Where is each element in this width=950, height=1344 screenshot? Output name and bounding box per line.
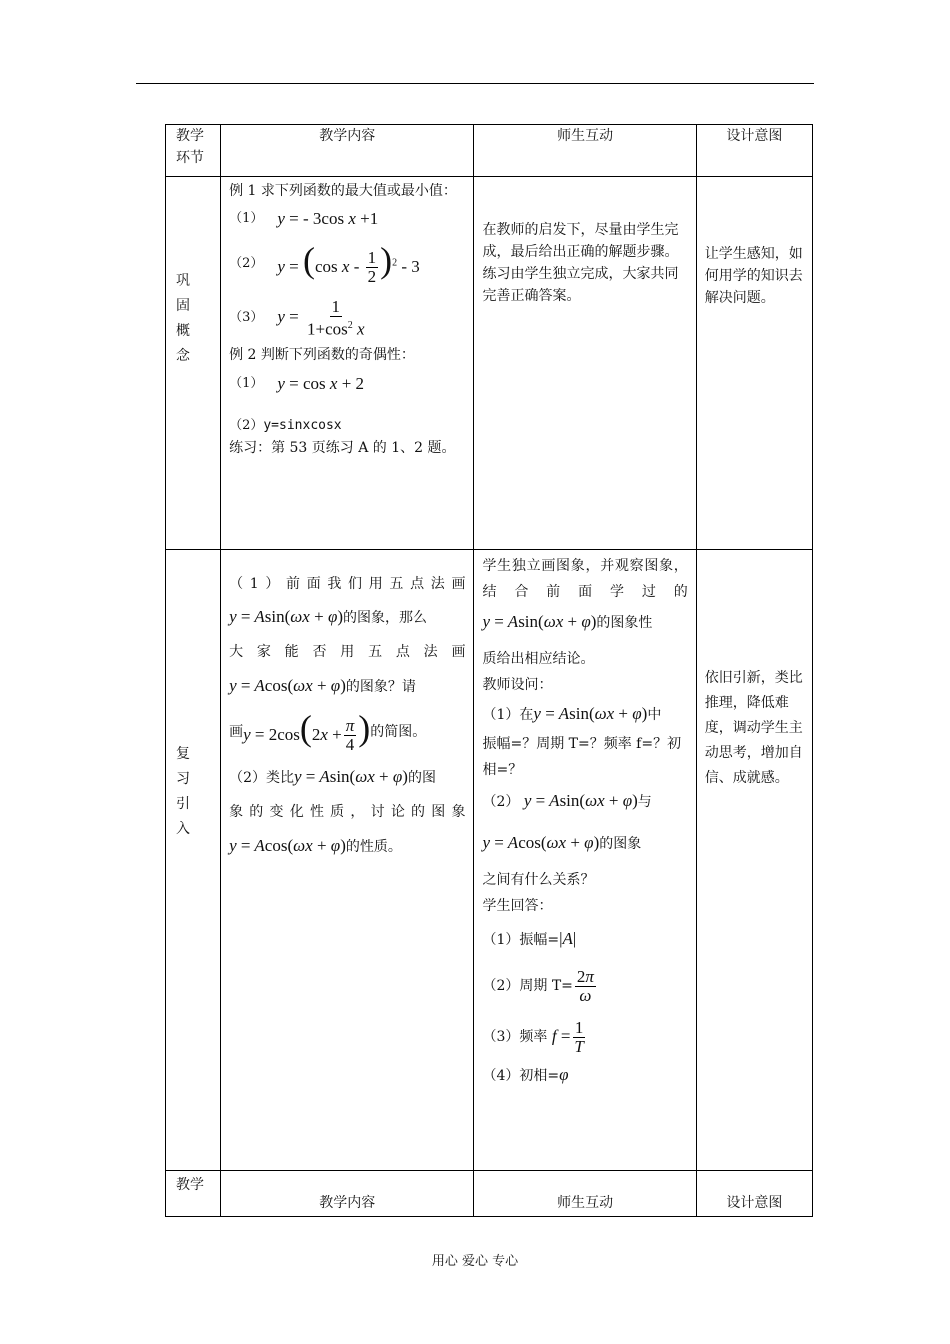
- inter-text: 的图象性: [596, 615, 653, 631]
- stage-char: 入: [176, 821, 190, 837]
- interaction-review: [474, 550, 696, 1171]
- item-label: （2）: [229, 418, 264, 433]
- header-stage: [166, 125, 221, 177]
- content-text: 的图象，那么: [343, 610, 428, 626]
- content-consolidate: [221, 177, 474, 550]
- formula-phase: φ: [559, 1065, 569, 1084]
- stage-char: 巩: [176, 273, 190, 289]
- header-rule: [136, 83, 814, 84]
- ex1-item1: [229, 202, 465, 236]
- content-text: 的性质。: [345, 839, 402, 855]
- inter-line: [482, 783, 687, 820]
- stage-char: 引: [176, 796, 190, 812]
- inter-line: [482, 605, 687, 640]
- intent-consolidate: 让学生感知，如何用学的知识去解决问题。: [696, 177, 812, 550]
- stage-char: 概: [176, 323, 190, 339]
- formula-2cos: y = 2cos(2x + $\frac{\pi}{4}$ ): [243, 707, 371, 755]
- content-line: [229, 669, 465, 704]
- stage-char: 习: [176, 771, 190, 787]
- table-header-row: [166, 125, 813, 177]
- formula-sin: y = Asin(ωx + φ): [229, 607, 344, 626]
- content-line: [229, 829, 465, 864]
- inter-line: [482, 820, 687, 867]
- formula-3: y = $\frac{1}{1+\cos^2 x}$: [277, 296, 365, 339]
- next-intent: 设计意图: [696, 1171, 812, 1217]
- ex2-item2: [229, 414, 465, 437]
- table-row-next: [166, 1171, 813, 1217]
- example2-title: 例 2 判断下列函数的奇偶性：: [229, 347, 415, 363]
- answer-2: [482, 960, 687, 1012]
- ex1-item2: [229, 236, 465, 292]
- content-line: [229, 760, 465, 795]
- inter-text: 学生回答：: [482, 898, 553, 914]
- stage-next: 教学: [166, 1171, 221, 1217]
- header-stage-line2: 环节: [176, 150, 204, 166]
- header-interaction: 师生互动: [474, 125, 696, 177]
- formula-sin: y = Asin(ωx + φ): [482, 612, 597, 631]
- content-text: （2）类比: [229, 770, 294, 786]
- answer-4: [482, 1062, 687, 1089]
- formula-2: y = (cos x - $\frac{1}{2}$ )$^2$ - 3: [277, 239, 420, 287]
- inter-text: 中: [647, 707, 662, 723]
- inter-text: 教师设问：: [482, 677, 553, 693]
- lesson-table: [165, 124, 813, 1217]
- formula-sin: y = Asin(ωx + φ): [533, 704, 648, 723]
- formula-4: y = cos x + 2: [277, 374, 365, 393]
- answer-3: [482, 1012, 687, 1062]
- stage-char: 念: [176, 348, 190, 364]
- inter-text: 之间有什么关系？: [482, 872, 595, 888]
- formula-period: $\frac{2\pi}{\omega}$: [576, 966, 594, 1005]
- item-label: （2）: [229, 256, 264, 271]
- formula-5: y=sinxcosx: [263, 418, 342, 433]
- inter-text: 振幅=？周期 T=？频率 f=？初相=？: [482, 736, 682, 778]
- content-line: [229, 600, 465, 635]
- practice-text: 练习：第 53 页练习 A 的 1、2 题。: [229, 440, 456, 456]
- formula-sin: y = Asin(ωx + φ): [523, 791, 638, 810]
- page-footer: 用心 爱心 专心: [431, 1254, 519, 1269]
- formula-sin: y = Asin(ωx + φ): [294, 767, 408, 786]
- answer-text: （1）振幅=: [482, 932, 560, 948]
- ex1-item3: [229, 292, 465, 344]
- inter-line: [482, 698, 687, 731]
- stage-char: 复: [176, 746, 190, 762]
- table-row-consolidate: [166, 177, 813, 550]
- answer-text: （2）周期 T=: [482, 978, 573, 994]
- item-label: （1）: [229, 211, 264, 226]
- formula-cos: y = Acos(ωx + φ): [229, 836, 346, 855]
- formula-frequency: f = $\frac{1}{T}$: [551, 1017, 584, 1056]
- formula-cos: y = Acos(ωx + φ): [229, 676, 346, 695]
- inter-text: （2）: [482, 794, 520, 810]
- inter-text: 与: [637, 794, 652, 810]
- content-text: 象的变化性质，讨论的图象: [229, 804, 466, 820]
- formula-1: y = - 3cos x +1: [277, 209, 379, 228]
- ex2-item1: [229, 366, 465, 402]
- example1-title: 例 1 求下列函数的最大值或最小值：: [229, 183, 457, 199]
- table-row-review: [166, 550, 813, 1171]
- interaction-consolidate: 在教师的启发下，尽量由学生完成，最后给出正确的解题步骤。 练习由学生独立完成，大家共同完善正确答案。: [474, 177, 696, 550]
- stage-review: [166, 550, 221, 1171]
- content-text: 画: [229, 724, 244, 740]
- content-text: 的简图。: [370, 724, 427, 740]
- intent-review: 依旧引新，类比推理，降低难度，调动学生主动思考，增加自信、成就感。: [696, 550, 812, 1171]
- item-label: （1）: [229, 376, 264, 391]
- answer-1: [482, 919, 687, 960]
- content-line: [229, 704, 465, 760]
- header-stage-line1: 教学: [176, 128, 204, 144]
- header-content: 教学内容: [221, 125, 474, 177]
- formula-cos: y = Acos(ωx + φ): [482, 833, 600, 852]
- formula-abs-a: |A|: [559, 929, 577, 948]
- next-interaction: 师生互动: [474, 1171, 696, 1217]
- content-text: （1）前面我们用五点法画: [229, 576, 466, 592]
- inter-text: （1）在: [482, 707, 534, 723]
- inter-text: 学生独立画图象，并观察图象，结合前面学过的: [482, 558, 688, 600]
- stage-consolidate: [166, 177, 221, 550]
- inter-text: 质给出相应结论。: [482, 651, 595, 667]
- header-intent: 设计意图: [696, 125, 812, 177]
- next-content: 教学内容: [221, 1171, 474, 1217]
- content-text: 的图象？请: [345, 679, 416, 695]
- item-label: （3）: [229, 310, 264, 325]
- stage-char: 固: [176, 298, 190, 314]
- content-text: 的图: [407, 770, 436, 786]
- content-review: [221, 550, 474, 1171]
- answer-text: （3）频率: [482, 1029, 548, 1045]
- inter-text: 的图象: [599, 836, 642, 852]
- content-text: 大家能否用五点法画: [229, 644, 466, 660]
- answer-text: （4）初相=: [482, 1068, 560, 1084]
